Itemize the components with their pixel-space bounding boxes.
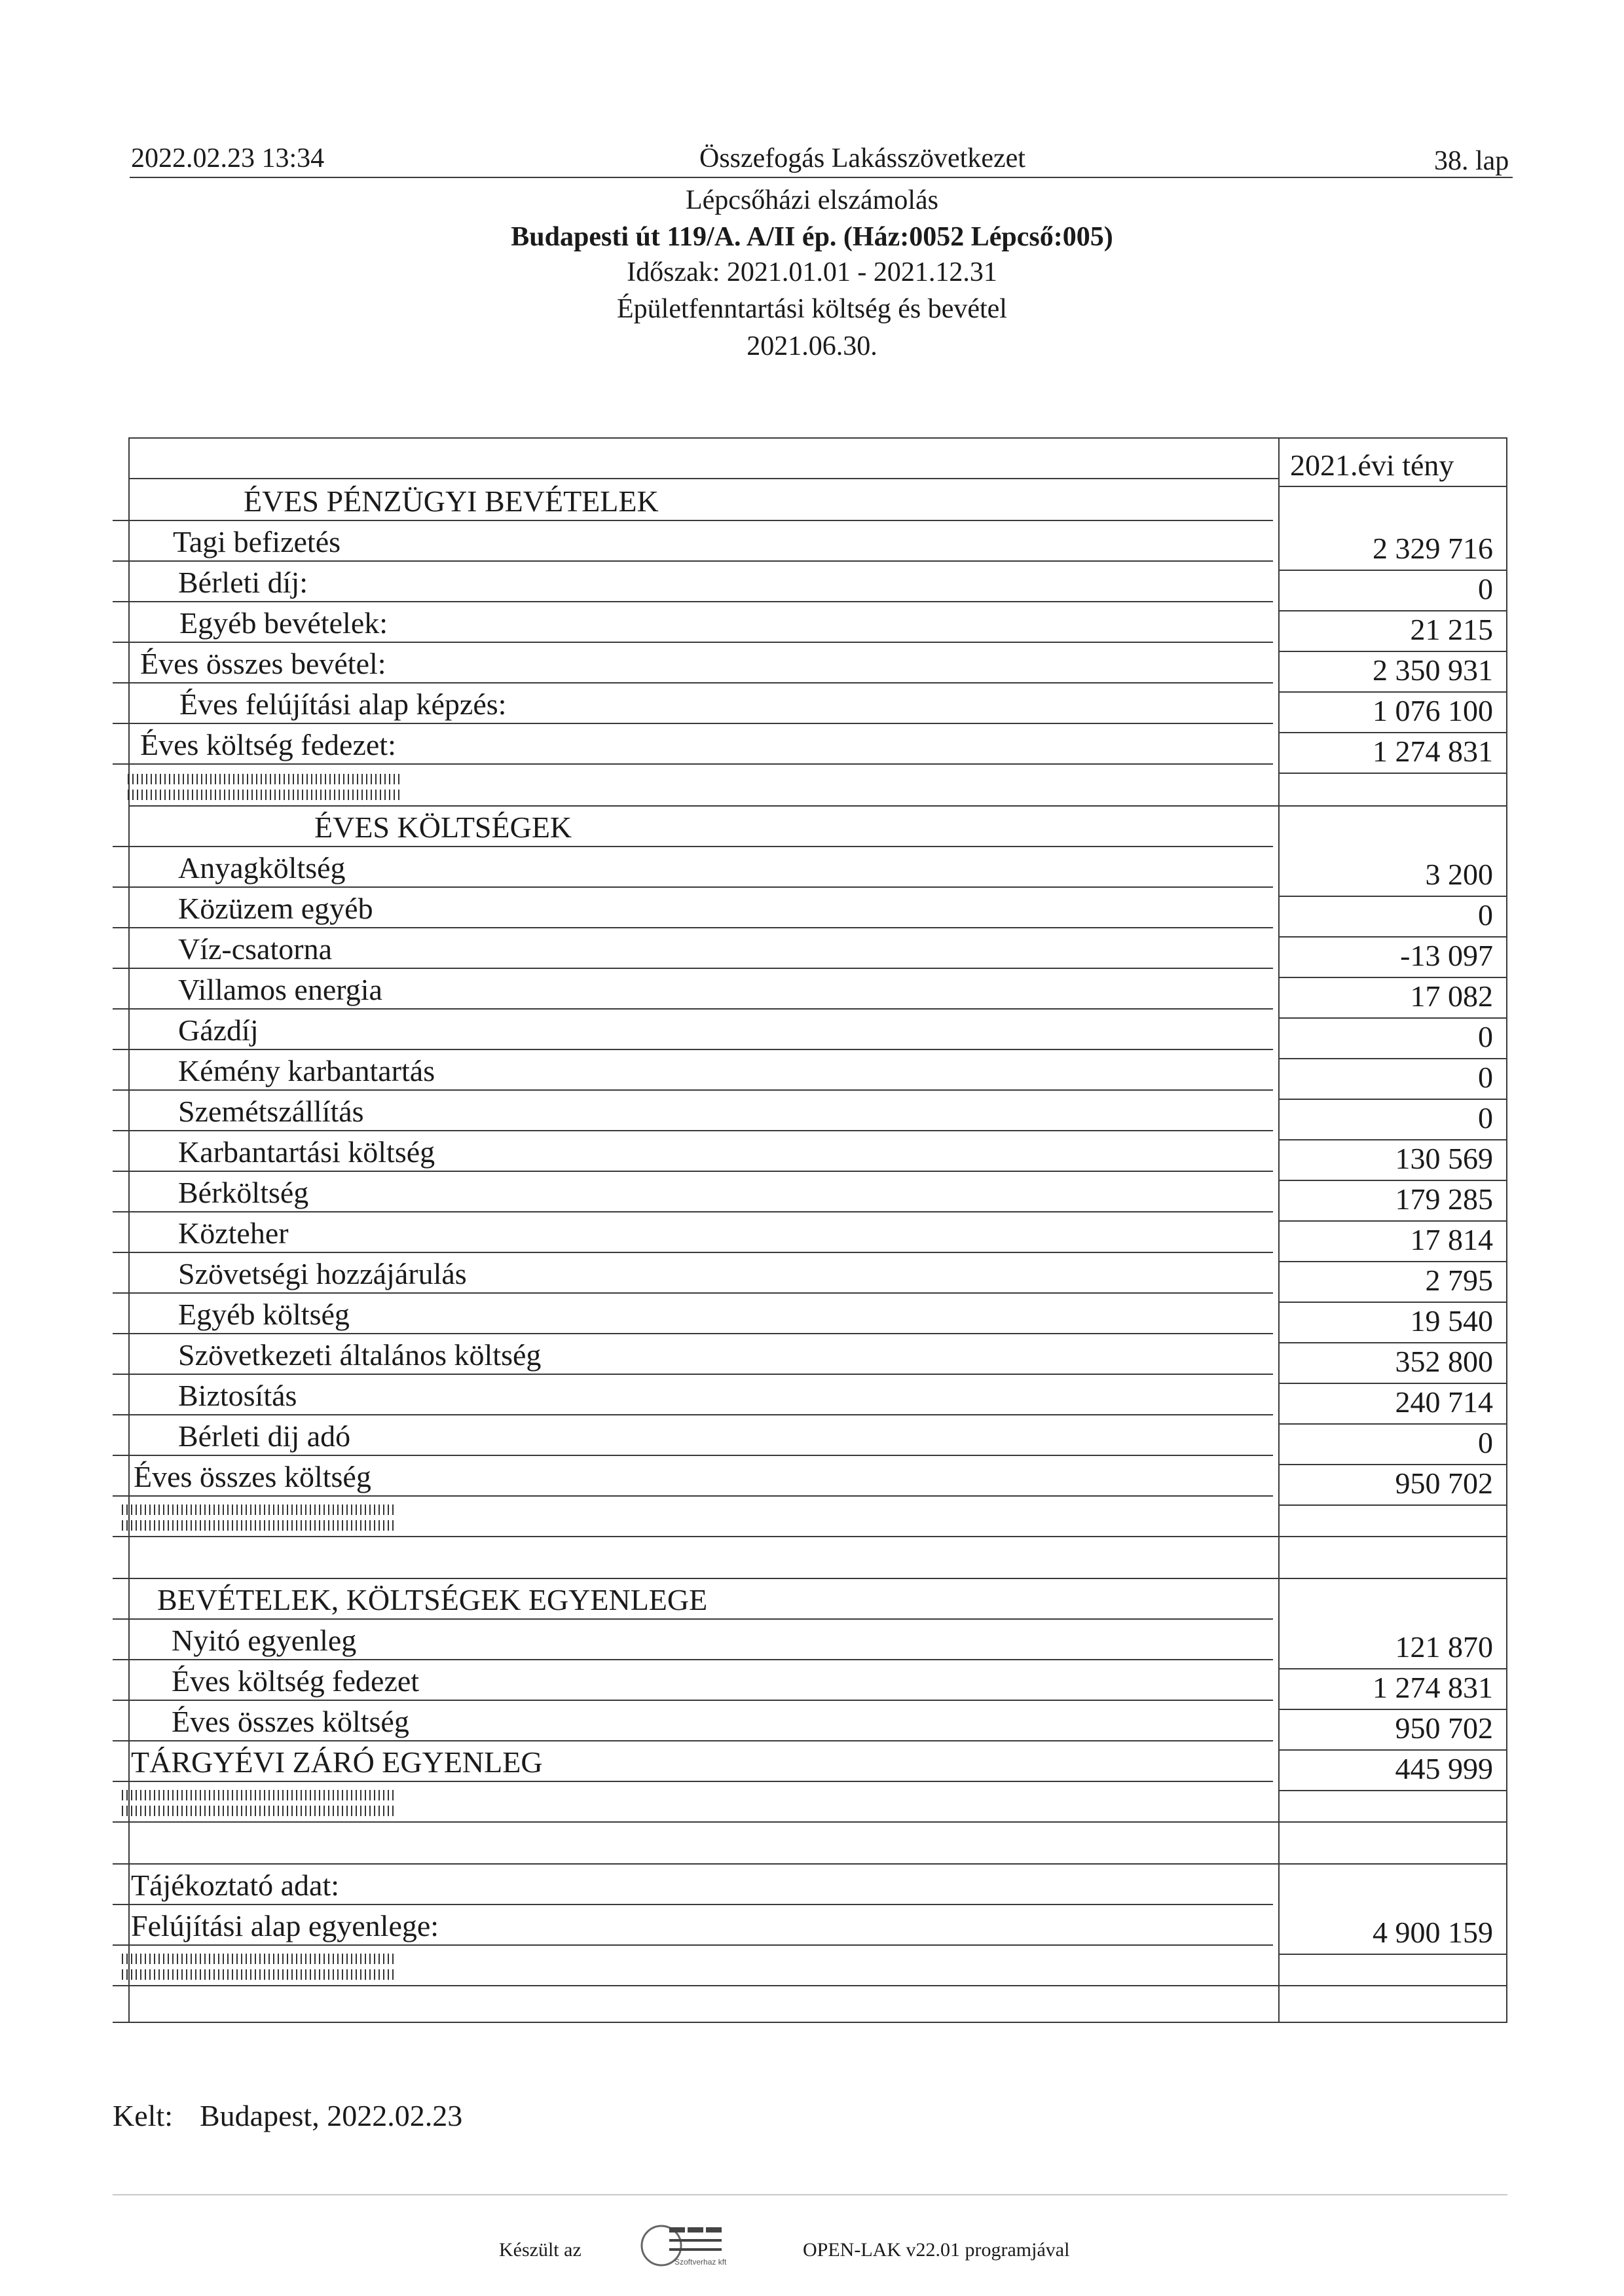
row-label: Szövetkezeti általános költség [178,1338,542,1372]
separator-rule [113,1821,1507,1823]
report-date: 2021.06.30. [747,331,877,361]
table-row [113,847,1507,891]
table-row [113,969,1507,1013]
value-rule [1278,1954,1507,1955]
table-row [113,1905,1507,1949]
separator-ticks [122,1954,397,1964]
row-value: 19 540 [1410,1304,1493,1338]
issued-place-date: Budapest, 2022.02.23 [200,2099,463,2132]
table-row [113,1375,1507,1419]
table-row [113,602,1507,646]
table-bottom-border [113,2022,1507,2023]
row-label: TÁRGYÉVI ZÁRÓ EGYENLEG [131,1745,543,1779]
row-value: 1 274 831 [1373,735,1493,768]
table-row [113,521,1507,565]
value-rule [1278,1790,1507,1791]
row-value: 17 814 [1410,1223,1493,1256]
info-section-title: Tájékoztató adat: [131,1868,340,1902]
row-label: Éves felújítási alap képzés: [179,687,507,721]
table-row [113,1172,1507,1216]
row-label: Karbantartási költség [178,1135,435,1169]
period: Időszak: 2021.01.01 - 2021.12.31 [627,257,997,287]
separator-ticks [122,1504,397,1515]
document-subtitle: Épületfenntartási költség és bevétel [617,294,1007,324]
table-row [113,1091,1507,1135]
column-header: 2021.évi tény [1290,448,1454,482]
row-label: Víz-csatorna [178,932,332,966]
row-value: -13 097 [1400,939,1493,972]
row-value: 130 569 [1395,1142,1493,1175]
row-label: Éves költség fedezet [172,1664,420,1698]
table-row [113,888,1507,932]
row-value: 17 082 [1410,979,1493,1013]
table-row [113,1294,1507,1338]
row-value: 21 215 [1410,613,1493,646]
row-value: 0 [1478,1101,1493,1135]
program-label: OPEN-LAK v22.01 programjával [803,2239,1070,2261]
row-value: 4 900 159 [1373,1916,1493,1949]
logo-subtext: Szoftverhaz kft [674,2257,727,2267]
row-label: Egyéb költség [178,1298,350,1331]
row-label: Anyagköltség [178,851,346,884]
costs-section-title: ÉVES KÖLTSÉGEK [314,811,572,844]
value-rule [1278,773,1507,774]
section-title-row [113,481,1507,521]
table-row [113,1741,1507,1785]
organization-name: Összefogás Lakásszövetkezet [699,143,1025,173]
row-value: 0 [1478,1426,1493,1459]
table-row [113,1701,1507,1745]
row-value: 121 870 [1395,1630,1493,1664]
row-value: 240 714 [1395,1385,1493,1419]
table-row [113,562,1507,606]
table-row [113,1660,1507,1704]
separator-ticks [122,1790,397,1800]
income-section-title: ÉVES PÉNZÜGYI BEVÉTELEK [244,484,659,518]
value-rule [1278,1504,1507,1506]
table-row [113,643,1507,687]
separator-ticks [128,774,403,784]
page-number: 38. lap [1434,146,1509,176]
table-row [113,1456,1507,1500]
section-title-row [113,807,1507,847]
table-row [113,1050,1507,1094]
row-label: Éves költség fedezet: [140,728,396,761]
table-row [113,683,1507,727]
row-label: Közüzem egyéb [178,892,373,925]
table-top-border [128,437,1507,439]
table-row [113,1415,1507,1459]
section-title-row [113,1579,1507,1620]
row-label: Kémény karbantartás [178,1054,435,1087]
document-title: Lépcsőházi elszámolás [686,185,938,215]
row-value: 179 285 [1395,1182,1493,1216]
row-label: Biztosítás [178,1379,297,1412]
header-rule [130,177,1513,178]
open-logo [635,2221,753,2273]
row-label: Bérleti dij adó [178,1419,351,1453]
row-value: 352 800 [1395,1345,1493,1378]
row-label: Felújítási alap egyenlege: [131,1909,439,1942]
row-rule [113,1944,1273,1946]
print-timestamp: 2022.02.23 13:34 [131,143,325,173]
row-value: 950 702 [1395,1711,1493,1745]
row-label: Szemétszállítás [178,1095,364,1128]
row-label: Bérköltség [178,1176,309,1209]
balance-section-title: BEVÉTELEK, KÖLTSÉGEK EGYENLEGE [157,1583,708,1616]
separator-ticks [122,1520,397,1531]
issued-label: Kelt: [113,2099,173,2132]
building-address: Budapesti út 119/A. A/II ép. (Ház:0052 Lépcső:005) [511,222,1113,252]
row-label: Gázdíj [178,1013,259,1047]
separator-ticks [128,790,403,800]
row-value: 445 999 [1395,1752,1493,1785]
row-label: Éves összes költség [134,1460,371,1493]
row-value: 0 [1478,572,1493,606]
table-row [113,724,1507,768]
row-label: Villamos energia [178,973,382,1006]
row-label: Éves összes költség [172,1705,409,1738]
row-value: 2 350 931 [1373,653,1493,687]
section-title-row [113,1865,1507,1905]
row-label: Közteher [178,1216,289,1250]
separator-ticks [122,1969,397,1980]
separator-ticks [122,1806,397,1816]
table-row [113,1620,1507,1664]
row-label: Éves összes bevétel: [140,647,386,680]
row-label: Bérleti díj: [178,566,308,599]
separator-rule [113,1536,1507,1537]
table-row [113,928,1507,972]
row-value: 950 702 [1395,1467,1493,1500]
row-value: 0 [1478,1061,1493,1094]
row-rule [113,763,1273,765]
row-value: 1 076 100 [1373,694,1493,727]
row-label: Szövetségi hozzájárulás [178,1257,467,1290]
row-rule [113,1495,1273,1497]
row-label: Tagi befizetés [173,525,341,558]
row-value: 2 795 [1425,1264,1493,1297]
made-by-label: Készült az [499,2239,581,2261]
row-value: 0 [1478,1020,1493,1053]
header-row-rule [128,478,1278,479]
row-value: 3 200 [1425,858,1493,891]
table-row [113,1010,1507,1053]
row-rule [113,1781,1273,1782]
row-value: 2 329 716 [1373,532,1493,565]
table-row [113,1253,1507,1297]
row-label: Nyitó egyenleg [172,1624,357,1657]
table-row [113,1334,1507,1378]
row-label: Egyéb bevételek: [179,606,388,640]
row-value: 0 [1478,898,1493,932]
row-value: 1 274 831 [1373,1671,1493,1704]
separator-rule [113,1985,1507,1986]
table-row [113,1212,1507,1256]
table-row [113,1131,1507,1175]
